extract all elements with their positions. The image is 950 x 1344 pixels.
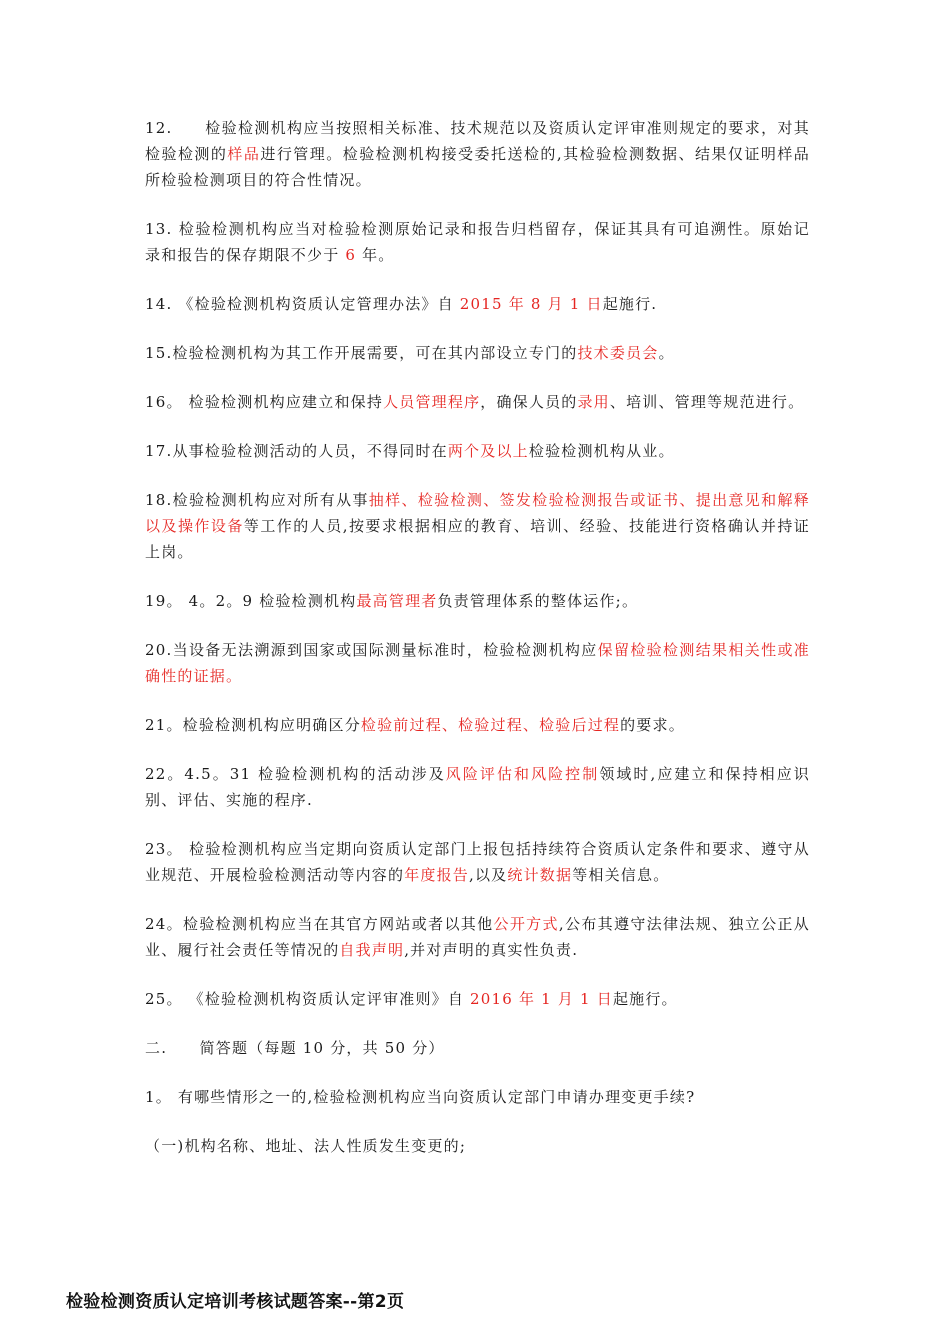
answer-highlight: 样品 bbox=[227, 145, 261, 163]
item-text: 12. 检验检测机构应当按照相关标准、技术规范以及资质认定评审准则规定的要求，对其检验检测的 bbox=[145, 119, 810, 163]
item-24 bbox=[145, 911, 810, 963]
item-19 bbox=[145, 588, 810, 614]
item-17 bbox=[145, 438, 810, 464]
answer-highlight: 录用 bbox=[577, 393, 610, 411]
item-text: 16。 检验检测机构应建立和保持 bbox=[145, 393, 384, 411]
item-22 bbox=[145, 761, 810, 813]
document-body bbox=[145, 115, 810, 1182]
answer-highlight: 最高管理者 bbox=[356, 592, 438, 610]
item-text: 负责管理体系的整体运作;。 bbox=[437, 592, 639, 610]
item-text: 、培训、管理等规范进行。 bbox=[609, 393, 805, 411]
item-text: 21。检验检测机构应明确区分 bbox=[145, 716, 361, 734]
item-text: 起施行。 bbox=[612, 990, 678, 1008]
item-text: ,以及 bbox=[469, 866, 508, 884]
item-text: 20.当设备无法溯源到国家或国际测量标准时，检验检测机构应 bbox=[145, 641, 598, 659]
answer-highlight: 公开方式 bbox=[493, 915, 559, 933]
item-text: 22。4.5。31 检验检测机构的活动涉及 bbox=[145, 765, 446, 783]
item-text: 的要求。 bbox=[620, 716, 685, 734]
item-text: 18.检验检测机构应对所有从事 bbox=[145, 491, 369, 509]
answer-highlight: 2015 年 8 月 1 日 bbox=[459, 295, 603, 313]
item-text: 25。 《检验检测机构资质认定评审准则》自 bbox=[145, 990, 471, 1008]
item-13 bbox=[145, 216, 810, 268]
answer-highlight: 统计数据 bbox=[507, 866, 573, 884]
section-title: 二. 简答题（每题 10 分，共 50 分） bbox=[145, 1039, 445, 1057]
item-16 bbox=[145, 389, 810, 415]
item-text: 检验检测机构从业。 bbox=[528, 442, 675, 460]
item-text: 17.从事检验检测活动的人员，不得同时在 bbox=[145, 442, 448, 460]
answer-highlight: 保留检验检测结果相关性或准确性的证据。 bbox=[145, 641, 810, 685]
item-18 bbox=[145, 487, 810, 565]
item-21 bbox=[145, 712, 810, 738]
item-text: ，确保人员的 bbox=[480, 393, 578, 411]
item-text: ,公布其遵守法律法规、独立公正从业、履行社会责任等情况的 bbox=[145, 915, 810, 959]
item-text: 14. 《检验检测机构资质认定管理办法》自 bbox=[145, 295, 460, 313]
item-23 bbox=[145, 836, 810, 888]
item-text: 19。 4。2。9 检验检测机构 bbox=[145, 592, 357, 610]
item-text: 等工作的人员,按要求根据相应的教育、培训、经验、技能进行资格确认并持证上岗。 bbox=[145, 517, 810, 561]
answer-highlight: 两个及以上 bbox=[447, 442, 529, 460]
item-text: 23。 检验检测机构应当定期向资质认定部门上报包括持续符合资质认定条件和要求、遵守从业规范、开展检验检测活动等内容的 bbox=[145, 840, 810, 884]
answer-highlight: 风险评估和风险控制 bbox=[445, 765, 600, 783]
answer-highlight: 6 bbox=[345, 246, 357, 264]
answer-highlight: 技术委员会 bbox=[577, 344, 659, 362]
item-text: 24。检验检测机构应当在其官方网站或者以其他 bbox=[145, 915, 494, 933]
item-12 bbox=[145, 115, 810, 193]
answer-highlight: 抽样、检验检测、签发检验检测报告或证书、提出意见和解释以及操作设备 bbox=[145, 491, 811, 535]
item-15 bbox=[145, 340, 810, 366]
fill-in-items bbox=[145, 115, 810, 1012]
item-text: 13. 检验检测机构应当对检验检测原始记录和报告归档留存，保证其具有可追溯性。原始记录和报告的保存期限不少于 bbox=[145, 220, 810, 264]
item-text: 领域时,应建立和保持相应识别、评估、实施的程序. bbox=[145, 765, 810, 809]
item-14 bbox=[145, 291, 810, 317]
question-1: 1。 有哪些情形之一的,检验检测机构应当向资质认定部门申请办理变更手续? bbox=[145, 1088, 696, 1106]
item-text: 起施行. bbox=[602, 295, 658, 313]
item-text: 15.检验检测机构为其工作开展需要，可在其内部设立专门的 bbox=[145, 344, 578, 362]
item-25 bbox=[145, 986, 810, 1012]
item-20 bbox=[145, 637, 810, 689]
page-footer: 检验检测资质认定培训考核试题答案--第2页 bbox=[66, 1292, 405, 1312]
answer-highlight: 检验前过程、检验过程、检验后过程 bbox=[360, 716, 621, 734]
answer-highlight: 年度报告 bbox=[404, 866, 470, 884]
item-text: 进行管理。检验检测机构接受委托送检的,其检验检测数据、结果仅证明样品所检验检测项目的符合性情况。 bbox=[145, 145, 810, 189]
item-text: 。 bbox=[658, 344, 675, 362]
answer-highlight: 人员管理程序 bbox=[383, 393, 481, 411]
answer-line-1: （一)机构名称、地址、法人性质发生变更的; bbox=[145, 1137, 467, 1155]
item-text: 年。 bbox=[356, 246, 395, 264]
item-text: ,并对声明的真实性负责. bbox=[404, 941, 579, 959]
answer-highlight: 自我声明 bbox=[339, 941, 405, 959]
answer-highlight: 2016 年 1 月 1 日 bbox=[470, 990, 613, 1008]
item-text: 等相关信息。 bbox=[572, 866, 670, 884]
